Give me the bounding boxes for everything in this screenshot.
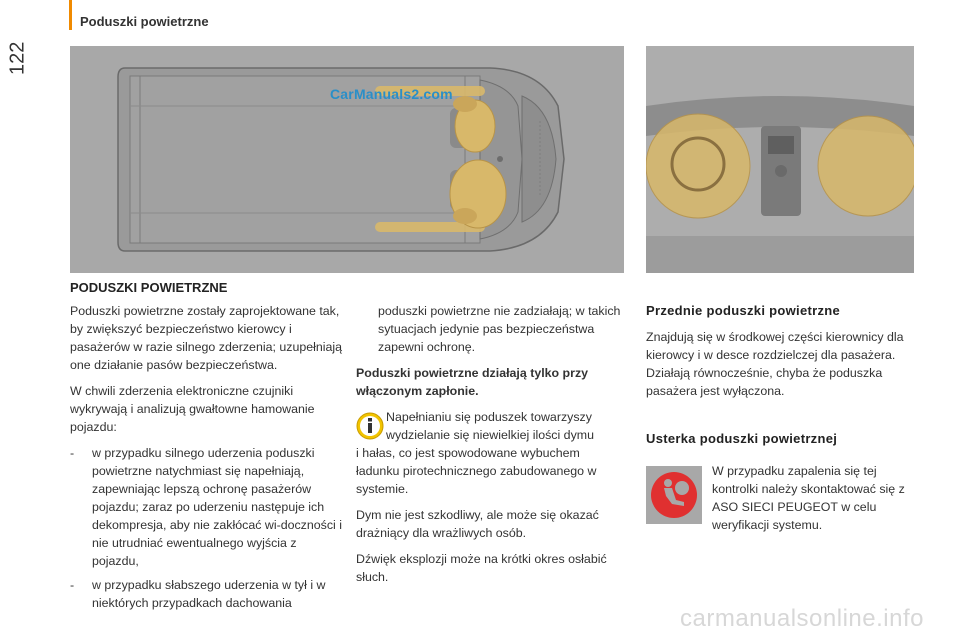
info-box bbox=[356, 408, 626, 586]
column-right bbox=[646, 302, 914, 456]
intro-paragraph: Poduszki powietrzne zostały zaprojektowane tak, by zwiększyć bezpieczeństwo kierowcy i pasażerów w razie silnego zderzenia; uzupełniają one działanie pasów bezpieczeństwa. bbox=[70, 304, 343, 372]
info-rest: i hałas, co jest spowodowane wybuchem ładunku pirotechnicznego zabudowanego w systemie. bbox=[356, 446, 597, 496]
list-item bbox=[70, 576, 346, 612]
main-heading: PODUSZKI POWIETRZNE bbox=[70, 280, 228, 295]
info-smoke: Dym nie jest szkodliwy, ale może się okazać drażniący dla wrażliwych osób. bbox=[356, 508, 599, 540]
section-header: Poduszki powietrzne bbox=[80, 14, 209, 29]
info-first-line: Napełnianiu się poduszek towarzyszy wydzielanie się niewielkiej ilości dymu bbox=[386, 410, 594, 442]
van-top-view-svg bbox=[70, 46, 624, 273]
front-airbags-heading: Przednie poduszki powietrzne bbox=[646, 303, 841, 318]
watermark-bottom: carmanualsonline.info bbox=[680, 605, 924, 632]
list-dash: - bbox=[70, 446, 75, 460]
van-top-view-illustration bbox=[70, 46, 624, 273]
dashboard-airbag-illustration bbox=[646, 46, 914, 273]
list-item-text: w przypadku silnego uderzenia poduszki powietrzne natychmiast się napełniają, zapewniając lepszą ochronę pasażerów pojazdu; zaraz po uderzeniu następuje ich dekompresja, aby nie zakłócać wi-doczności i nie utrudniać ewentualnego wyjścia z pojazdu, bbox=[92, 446, 342, 568]
airbag-warning-lamp-icon bbox=[646, 466, 702, 524]
info-icon bbox=[356, 412, 384, 440]
list-item-text: w przypadku słabszego uderzenia w tył i w niektórych przypadkach dachowania bbox=[92, 578, 326, 610]
airbag-fault-heading: Usterka poduszki powietrznej bbox=[646, 431, 838, 446]
watermark-top: CarManuals2.com bbox=[330, 86, 453, 102]
column-middle bbox=[356, 302, 626, 594]
ignition-note: Poduszki powietrzne działają tylko przy włączonym zapłonie. bbox=[356, 366, 589, 398]
airbag-fault-text: W przypadku zapalenia się tej kontrolki należy skontaktować się z ASO SIECI PEUGEOT w celu weryfikacji systemu. bbox=[712, 464, 905, 532]
column-left bbox=[70, 302, 346, 618]
header-accent-bar bbox=[69, 0, 72, 30]
info-hearing: Dźwięk eksplozji może na krótki okres osłabić słuch. bbox=[356, 552, 607, 584]
sensor-paragraph: W chwili zderzenia elektroniczne czujniki wykrywają i analizują gwałtowne hamowanie pojazdu: bbox=[70, 384, 315, 434]
front-airbags-text: Znajdują się w środkowej części kierownicy dla kierowcy i w desce rozdzielczej dla pasażera. Działają równocześnie, chyba że poduszka pasażera jest wyłączona. bbox=[646, 330, 904, 398]
page-number: 122 bbox=[6, 41, 29, 75]
list-item-continuation: poduszki powietrzne nie zadziałają; w takich sytuacjach jedynie pas bezpieczeństwa zapewni ochronę. bbox=[378, 304, 621, 354]
dashboard-svg bbox=[646, 46, 914, 273]
list-item bbox=[70, 444, 346, 570]
list-dash: - bbox=[70, 578, 75, 592]
airbag-warning-svg bbox=[646, 466, 702, 524]
